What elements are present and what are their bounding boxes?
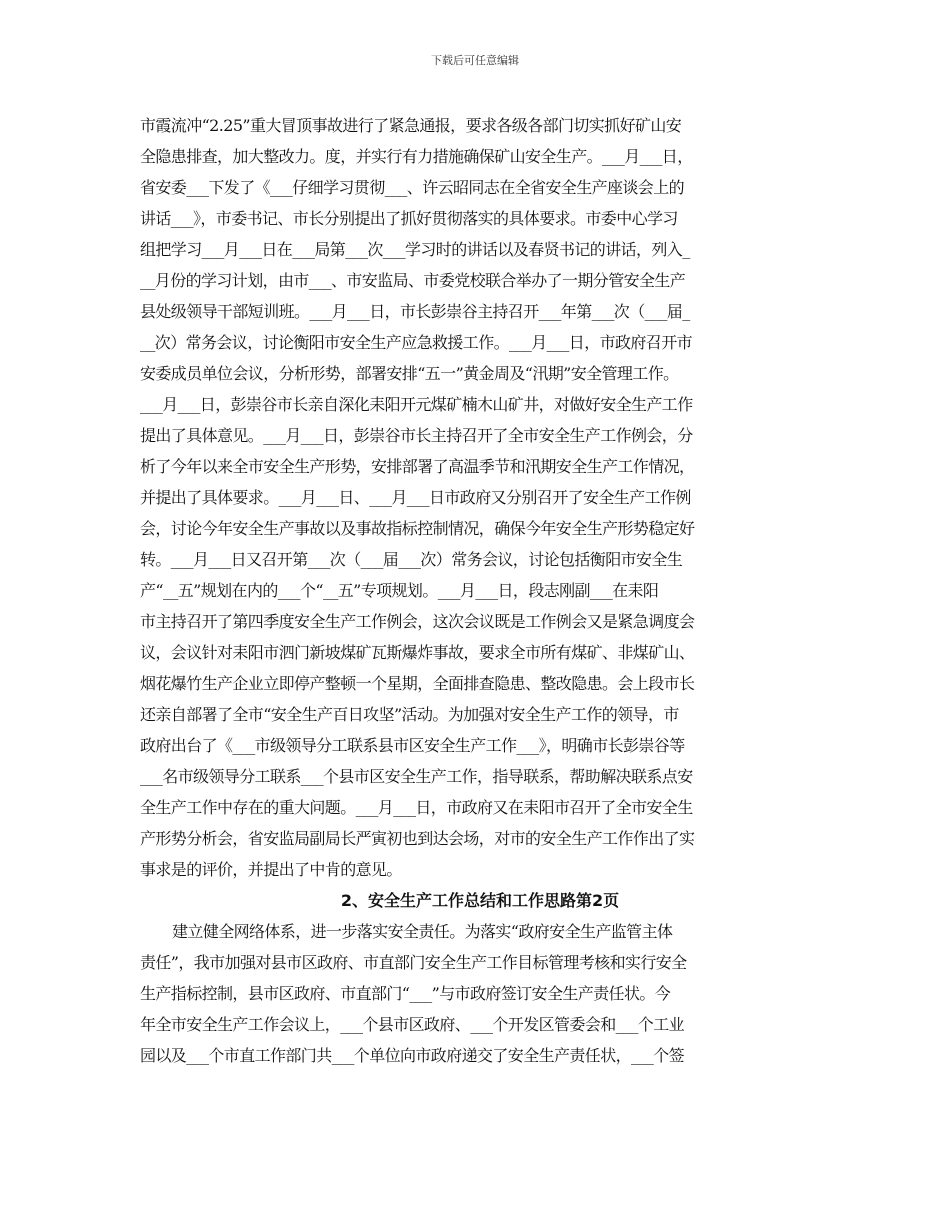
text-line: 市主持召开了第四季度安全生产工作例会，这次会议既是工作例会又是紧急调度会 <box>140 612 695 631</box>
text-line: 并提出了具体要求。___月___日、___月___日市政府又分别召开了安全生产工作例 <box>140 488 691 507</box>
paragraph-1 <box>140 110 820 885</box>
text-line: 安委成员单位会议，分析形势，部署安排“五一”黄金周及“汛期”安全管理工作。 <box>140 364 679 383</box>
text-line: 析了今年以来全市安全生产形势，安排部署了高温季节和汛期安全生产工作情况， <box>140 457 695 476</box>
text-line: 事求是的评价，并提出了中肯的意见。 <box>140 860 402 879</box>
text-line: 生产指标控制，县市区政府、市直部门“___”与市政府签订安全生产责任状。今 <box>140 984 671 1003</box>
text-line: 讲话___》，市委书记、市长分别提出了抓好贯彻落实的具体要求。市委中心学习 <box>140 209 678 228</box>
document-body <box>140 110 820 1071</box>
text-line: 全隐患排查，加大整改力。度，并实行有力措施确保矿山安全生产。___月___日， <box>140 147 693 166</box>
text-line: __次）常务会议，讨论衡阳市安全生产应急救援工作。___月___日，市政府召开市 <box>140 333 693 352</box>
text-line: 省安委___下发了《___仔细学习贯彻___、许云昭同志在全省安全生产座谈会上的 <box>140 178 685 197</box>
text-line: 组把学习___月___日在___局第___次___学习时的讲话以及春贤书记的讲话，列入_ <box>140 240 690 259</box>
text-line: 产形势分析会，省安监局副局长严寅初也到达会场，对市的安全生产工作作出了实 <box>140 829 695 848</box>
text-line: 责任”，我市加强对县市区政府、市直部门安全生产工作目标管理考核和实行安全 <box>140 953 687 972</box>
text-line: 县处级领导干部短训班。___月___日，市长彭崇谷主持召开___年第___次（___届_ <box>140 302 690 321</box>
text-line: 烟花爆竹生产企业立即停产整顿一个星期，全面排查隐患、整改隐患。会上段市长 <box>140 674 695 693</box>
text-line: __月份的学习计划，由市___、市安监局、市委党校联合举办了一期分管安全生产 <box>140 271 686 290</box>
page-header-note: 下载后可任意编辑 <box>431 54 519 67</box>
text-line-first: 建立健全网络体系，进一步落实安全责任。为落实“政府安全生产监管主体 <box>172 922 673 941</box>
text-line: 转。___月___日又召开第___次（___届___次）常务会议，讨论包括衡阳市安全生 <box>140 550 683 569</box>
text-line: 提出了具体意见。___月___日，彭崇谷市长主持召开了全市安全生产工作例会，分 <box>140 426 693 445</box>
paragraph-2 <box>140 916 820 1071</box>
text-line: ___名市级领导分工联系___个县市区安全生产工作，指导联系，帮助解决联系点安 <box>140 767 693 786</box>
text-line: 政府出台了《___市级领导分工联系县市区安全生产工作___》，明确市长彭崇谷等 <box>140 736 685 755</box>
text-line: 全生产工作中存在的重大问题。___月___日，市政府又在耒阳市召开了全市安全生 <box>140 798 693 817</box>
section-heading: 2、安全生产工作总结和工作思路第2页 <box>340 891 620 910</box>
text-line: 还亲自部署了全市“安全生产百日攻坚”活动。为加强对安全生产工作的领导，市 <box>140 705 679 724</box>
text-line: 议，会议针对耒阳市泗门新坡煤矿瓦斯爆炸事故，要求全市所有煤矿、非煤矿山、 <box>140 643 695 662</box>
text-line: 园以及___个市直工作部门共___个单位向市政府递交了安全生产责任状，___个签 <box>140 1046 685 1065</box>
text-line: 年全市安全生产工作会议上，___个县市区政府、___个开发区管委会和___个工业 <box>140 1015 685 1034</box>
text-line: 会，讨论今年安全生产事故以及事故指标控制情况，确保今年安全生产形势稳定好 <box>140 519 695 538</box>
text-line: 产“__五”规划在内的___个“__五”专项规划。___月___日，段志刚副___在耒阳 <box>140 581 659 600</box>
text-line: ___月___日，彭崇谷市长亲自深化耒阳开元煤矿楠木山矿井，对做好安全生产工作 <box>140 395 693 414</box>
text-line: 市霞流冲“2.25”重大冒顶事故进行了紧急通报，要求各级各部门切实抓好矿山安 <box>140 116 682 135</box>
